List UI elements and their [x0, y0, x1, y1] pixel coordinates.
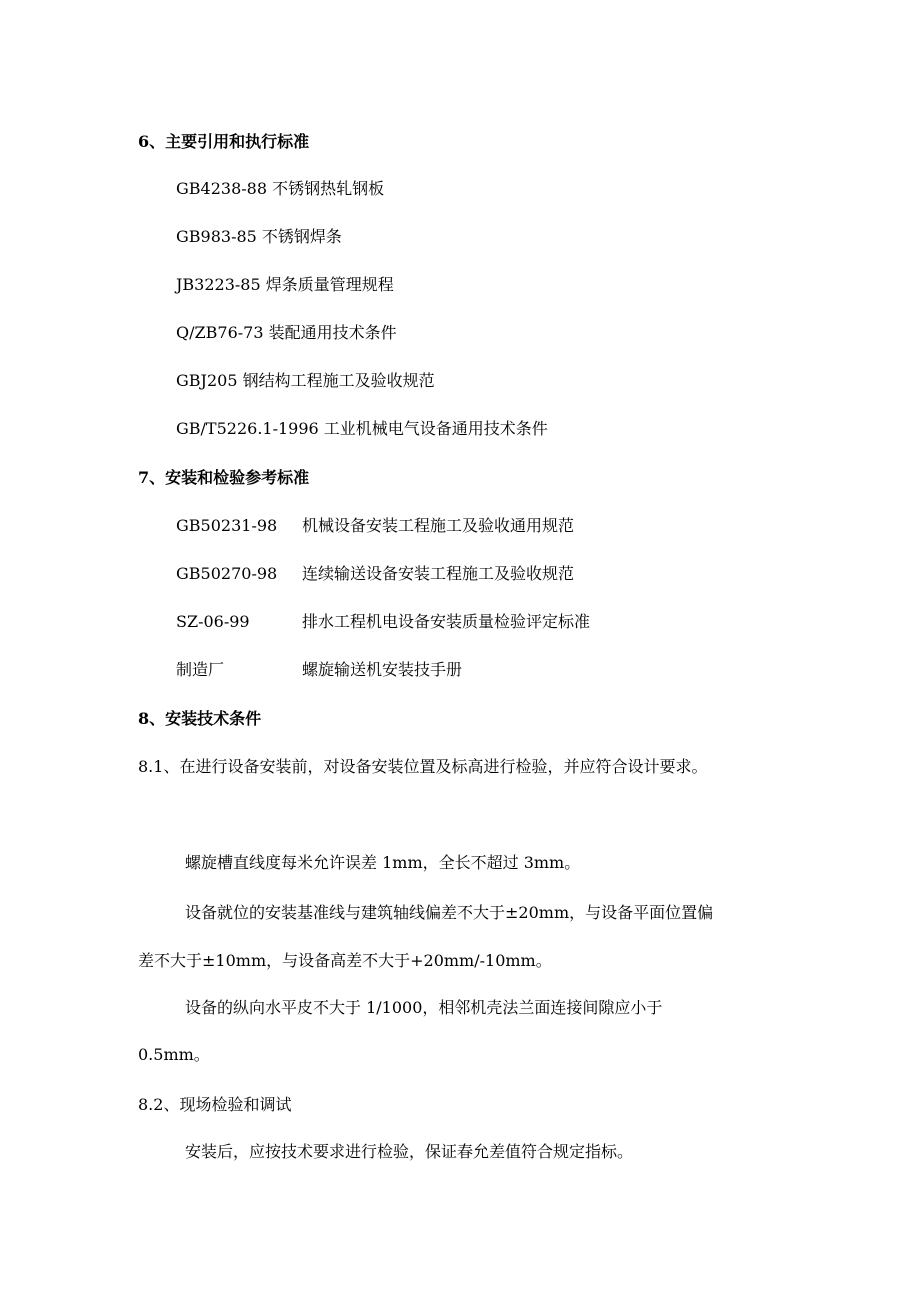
section-7-heading: 7、安装和检验参考标准: [138, 468, 310, 487]
standard-item: GB983-85 不锈钢焊条: [176, 227, 342, 246]
paragraph-straightness: 螺旋槽直线度每米允许误差 1mm，全长不超过 3mm。: [185, 853, 581, 872]
standard-title: 螺旋输送机安装技手册: [302, 660, 463, 679]
paragraph-8-1: 8.1、在进行设备安装前，对设备安装位置及标高进行检验，并应符合设计要求。: [138, 757, 708, 776]
reference-standard-row: [176, 660, 462, 680]
standard-code: SZ-06-99: [176, 612, 250, 631]
standard-item: JB3223-85 焊条质量管理规程: [176, 275, 394, 294]
reference-standard-row: [176, 564, 574, 584]
reference-standard-row: [176, 612, 590, 632]
standard-code: GB50270-98: [176, 564, 278, 583]
standard-item: GB4238-88 不锈钢热轧钢板: [176, 179, 385, 198]
standard-item: GBJ205 钢结构工程施工及验收规范: [176, 371, 435, 390]
standard-title: 排水工程机电设备安装质量检验评定标准: [302, 612, 591, 631]
standard-item: Q/ZB76-73 装配通用技术条件: [176, 323, 397, 342]
paragraph-level-line2: 0.5mm。: [138, 1045, 210, 1064]
paragraph-baseline-line1: 设备就位的安装基准线与建筑轴线偏差不大于±20mm，与设备平面位置偏: [185, 903, 714, 922]
standard-title: 机械设备安装工程施工及验收通用规范: [302, 516, 575, 535]
standard-title: 连续输送设备安装工程施工及验收规范: [302, 564, 575, 583]
section-8-heading: 8、安装技术条件: [138, 709, 262, 728]
paragraph-baseline-line2: 差不大于±10mm，与设备高差不大于+20mm/-10mm。: [138, 951, 552, 970]
paragraph-after-install: 安装后，应按技术要求进行检验，保证春允差值符合规定指标。: [185, 1142, 634, 1161]
paragraph-level-line1: 设备的纵向水平皮不大于 1/1000，相邻机壳法兰面连接间隙应小于: [185, 998, 663, 1017]
reference-standard-row: [176, 516, 574, 536]
standard-code: 制造厂: [176, 660, 225, 679]
standard-item: GB/T5226.1-1996 工业机械电气设备通用技术条件: [176, 419, 548, 438]
paragraph-8-2: 8.2、现场检验和调试: [138, 1095, 292, 1114]
section-6-heading: 6、主要引用和执行标准: [138, 132, 310, 151]
standard-code: GB50231-98: [176, 516, 278, 535]
